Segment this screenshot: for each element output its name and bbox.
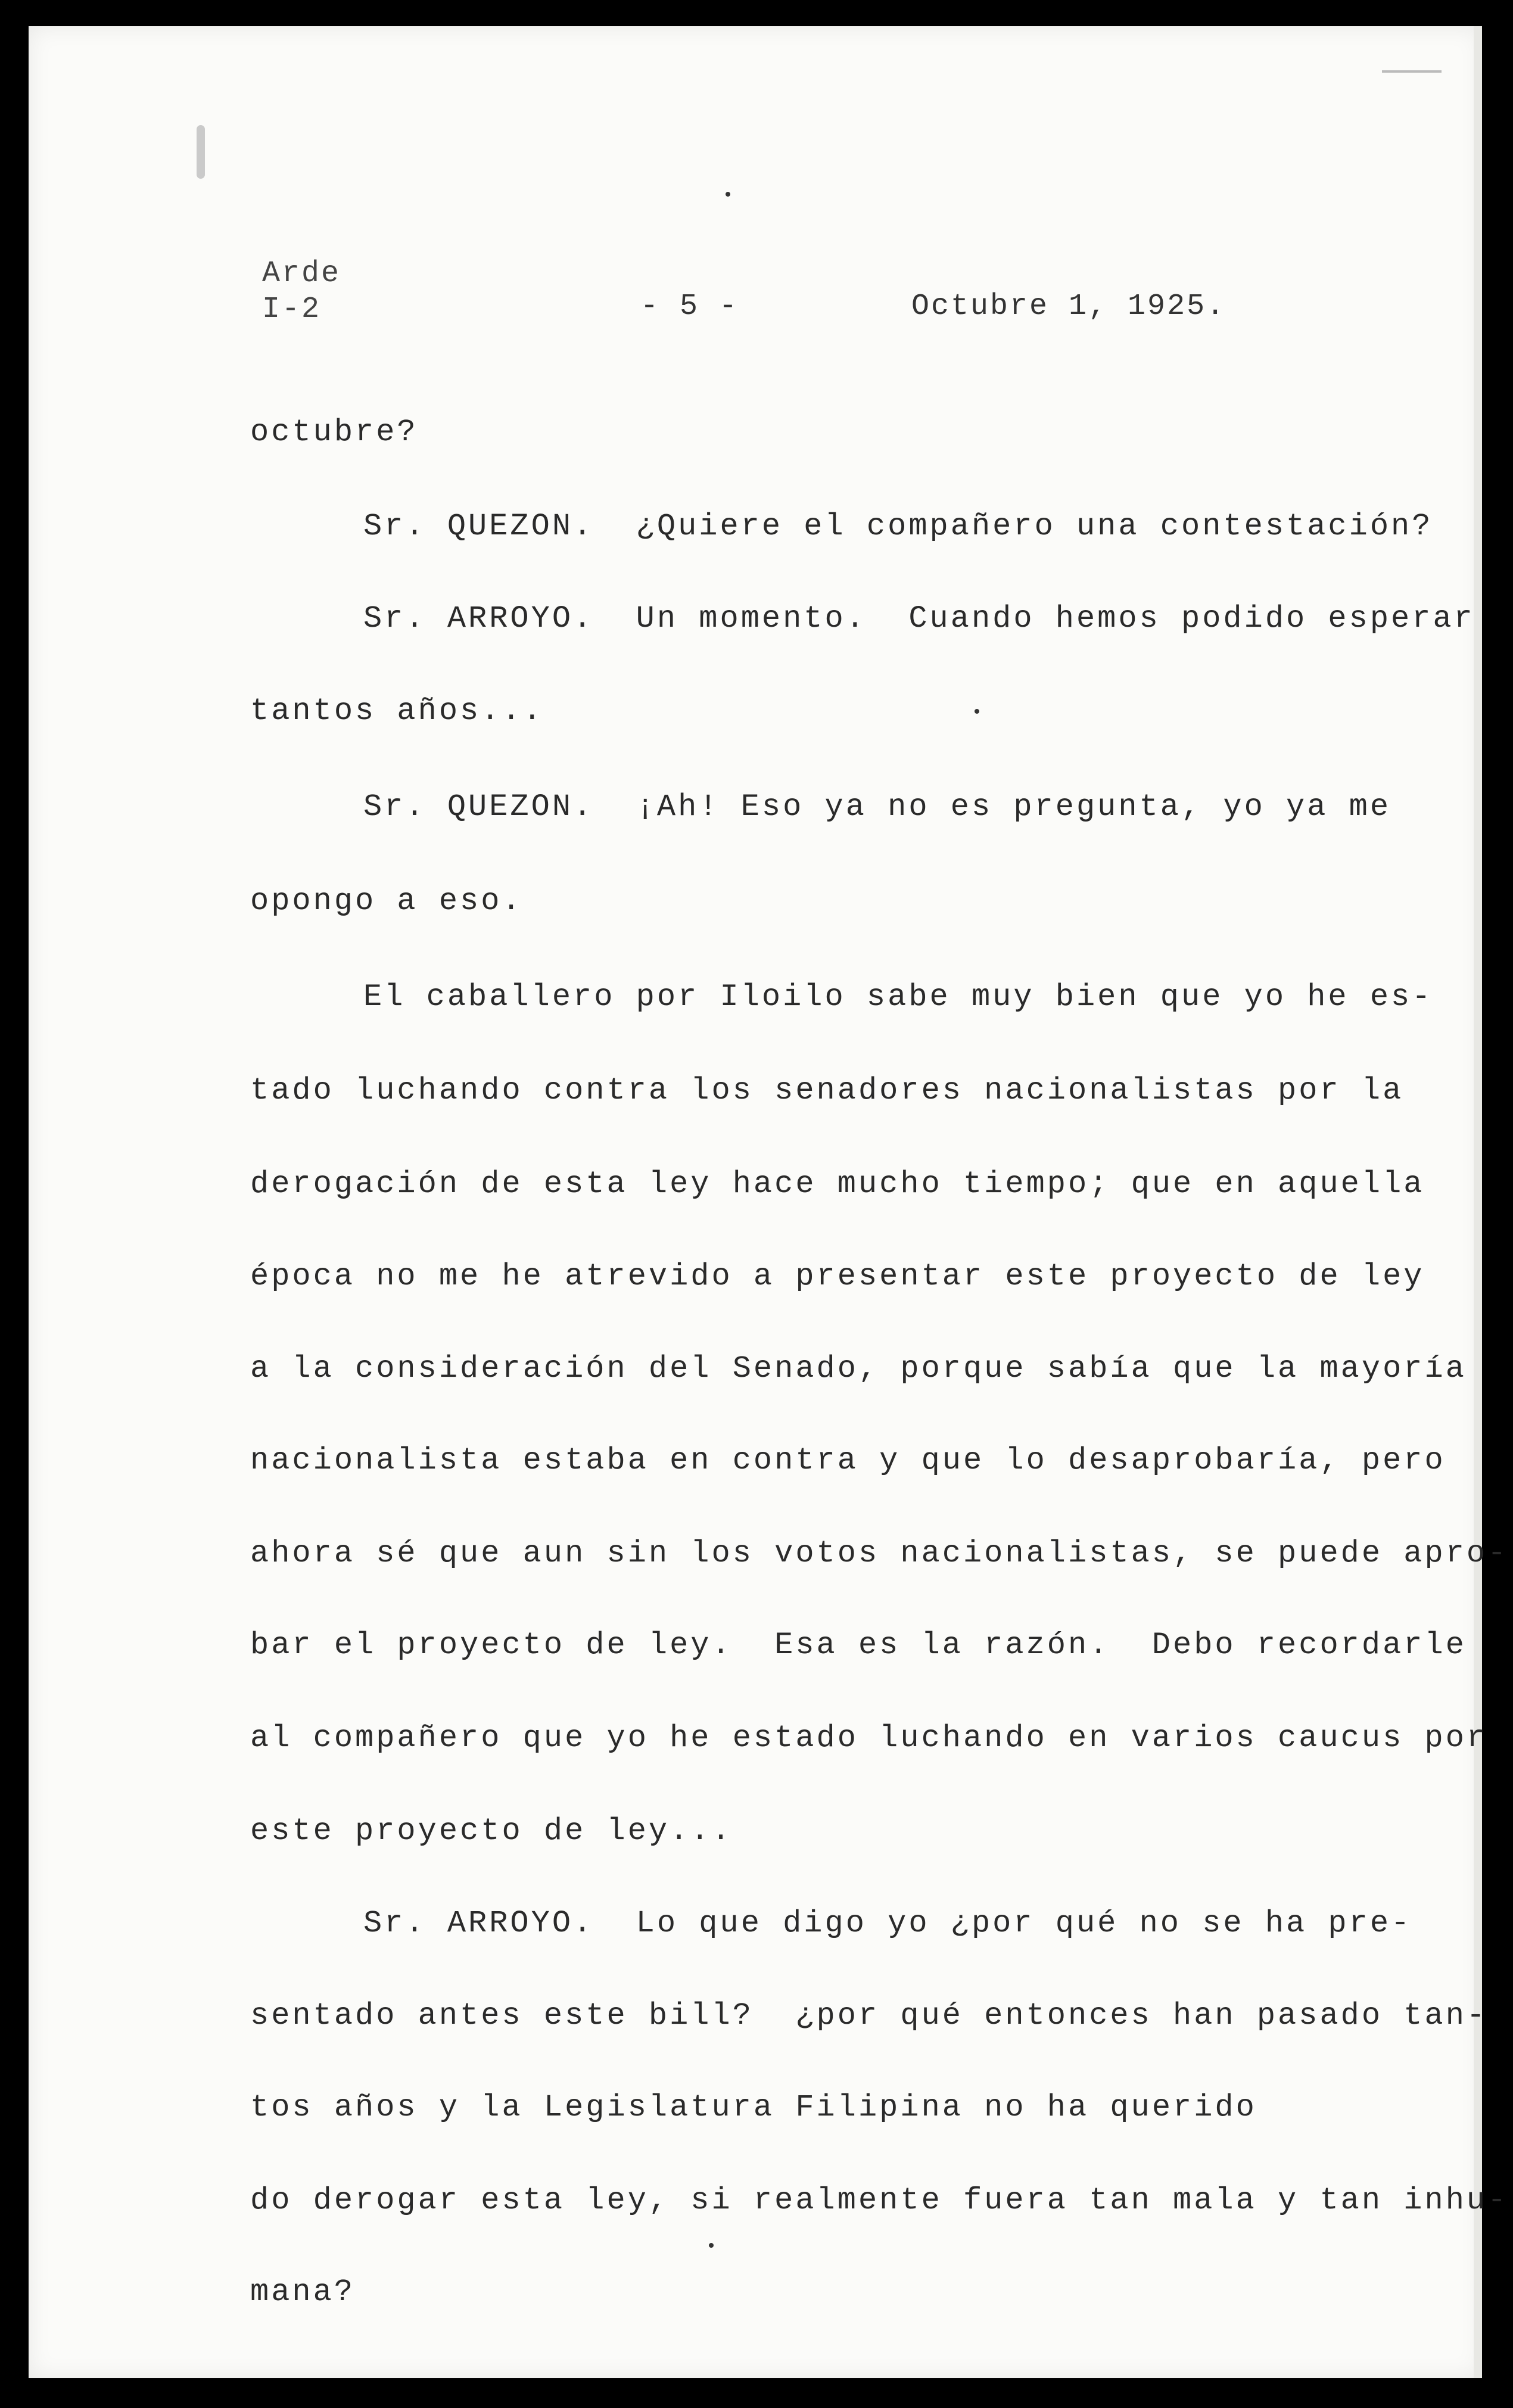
text-line: mana?	[250, 2275, 356, 2310]
text-line: Sr. QUEZON. ¿Quiere el compañero una contestación?	[363, 509, 1433, 544]
text-line: tos años y la Legislatura Filipina no ha querido	[250, 2090, 1257, 2125]
text-line: Sr. ARROYO. Lo que digo yo ¿por qué no se ha pre-	[363, 1906, 1412, 1941]
page-number: - 5 -	[640, 290, 739, 323]
code-line-2: I-2	[262, 293, 322, 326]
text-line: do derogar esta ley, si realmente fuera tan mala y tan inhu-	[250, 2183, 1509, 2218]
text-line: sentado antes este bill? ¿por qué entonces han pasado tan-	[250, 1998, 1488, 2033]
ink-dot	[726, 192, 730, 197]
paper-smudge	[197, 125, 205, 179]
text-line: al compañero que yo he estado luchando en varios caucus por	[250, 1721, 1488, 1756]
text-line: octubre?	[250, 415, 418, 450]
text-line: tado luchando contra los senadores nacionalistas por la	[250, 1073, 1404, 1108]
text-line: Sr. ARROYO. Un momento. Cuando hemos podido esperar	[363, 601, 1475, 636]
text-line: tantos años...	[250, 693, 544, 729]
text-line: a la consideración del Senado, porque sabía que la mayoría	[250, 1351, 1467, 1386]
document-code	[262, 256, 341, 328]
text-line: derogación de esta ley hace mucho tiempo; que en aquella	[250, 1166, 1425, 1202]
edge-mark	[1382, 70, 1442, 73]
text-line: este proyecto de ley...	[250, 1813, 733, 1849]
code-line-1: Arde	[262, 257, 341, 291]
text-line: ahora sé que aun sin los votos nacionalistas, se puede apro-	[250, 1536, 1509, 1571]
text-line: El caballero por Iloilo sabe muy bien que yo he es-	[363, 979, 1433, 1015]
text-line: Sr. QUEZON. ¡Ah! Eso ya no es pregunta, yo ya me	[363, 789, 1391, 825]
document-date: Octubre 1, 1925.	[911, 290, 1226, 323]
ink-dot	[709, 2243, 714, 2248]
text-line: bar el proyecto de ley. Esa es la razón. Debo recordarle	[250, 1628, 1467, 1663]
ink-dot	[975, 709, 979, 714]
text-line: época no me he atrevido a presentar este proyecto de ley	[250, 1259, 1425, 1294]
text-line: nacionalista estaba en contra y que lo desaprobaría, pero	[250, 1443, 1446, 1478]
text-line: opongo a eso.	[250, 883, 523, 919]
